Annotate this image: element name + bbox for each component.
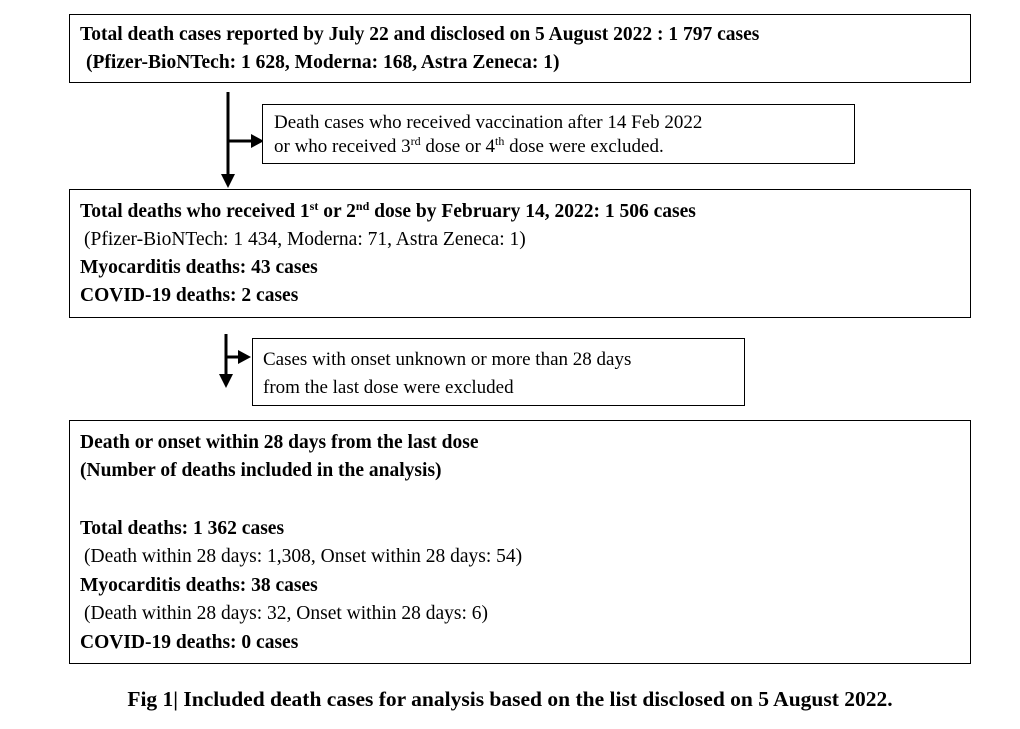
- box3-line3: Total deaths: 1 362 cases: [80, 518, 285, 539]
- box3-line4: (Death within 28 days: 1,308, Onset within 28 days: 54): [84, 546, 523, 567]
- box3-line6: (Death within 28 days: 32, Onset within 28 days: 6): [84, 603, 489, 624]
- box-included-analysis: [69, 420, 971, 664]
- box-first-second-dose: [69, 189, 971, 318]
- exclusion-note-2: [252, 338, 745, 406]
- box2-line1: Total deaths who received 1st or 2nd dose by February 14, 2022: 1 506 cases: [80, 199, 696, 222]
- arrow-1-main-head: [221, 174, 235, 188]
- note2-line1: Cases with onset unknown or more than 28 days: [263, 349, 632, 370]
- box1-line2: (Pfizer-BioNTech: 1 628, Moderna: 168, Astra Zeneca: 1): [86, 52, 560, 73]
- note2-line2: from the last dose were excluded: [263, 377, 514, 398]
- box3-line1: Death or onset within 28 days from the last dose: [80, 432, 479, 453]
- box3-line2: (Number of deaths included in the analysis): [80, 460, 442, 481]
- note1-line2: or who received 3rd dose or 4th dose were excluded.: [274, 134, 664, 157]
- box2-line2: (Pfizer-BioNTech: 1 434, Moderna: 71, Astra Zeneca: 1): [84, 229, 526, 250]
- arrow-2-branch-head: [238, 350, 251, 364]
- box1-line1: Total death cases reported by July 22 and disclosed on 5 August 2022 : 1 797 cases: [80, 24, 760, 45]
- box2-line4: COVID-19 deaths: 2 cases: [80, 285, 299, 306]
- box3-line5: Myocarditis deaths: 38 cases: [80, 575, 318, 596]
- exclusion-note-1: [262, 104, 855, 164]
- arrow-2-main-head: [219, 374, 233, 388]
- box2-line3: Myocarditis deaths: 43 cases: [80, 257, 318, 278]
- box3-line7: COVID-19 deaths: 0 cases: [80, 632, 299, 653]
- figure-caption: Fig 1| Included death cases for analysis based on the list disclosed on 5 August 2022.: [127, 687, 893, 711]
- note1-line1: Death cases who received vaccination after 14 Feb 2022: [274, 112, 703, 133]
- box-total-reported: [69, 14, 971, 83]
